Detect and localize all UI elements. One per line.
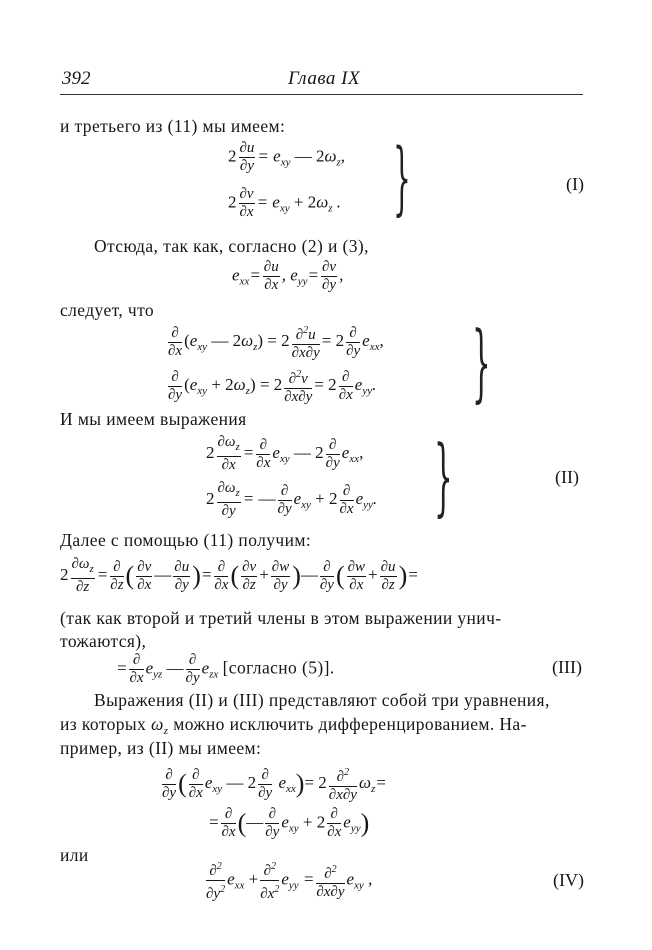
equation-elim-2: = $\frac{\partial}{\partial x}$ (— $\frac{\partial}{\partial y}$ $e_{xy} + 2$ $\frac{\partial}{\partial x}$ $e_{yy}$)	[208, 806, 370, 840]
equation-elim-1: $\frac{\partial}{\partial y}$ ( $\frac{\partial}{\partial x}$ $e_{xy}$ — 2 $\frac{\partial}{\partial y}$ $e_{xx})= 2$ $\frac{\partial^2}{\partial x\partial y}$ $\omega_z=$	[160, 764, 387, 804]
brace-ii: }	[434, 427, 453, 525]
equation-ii-2: 2 $\frac{\partial\omega_z}{\partial y}$ = — $\frac{\partial}{\partial y}$ $e_{xy} + 2$ $\frac{\partial}{\partial x}$ $e_{yy}$.	[206, 480, 378, 519]
tag-iv: (IV)	[553, 870, 584, 890]
paragraph-3: следует, что	[60, 300, 155, 320]
paragraph-5: Далее с помощью (11) получим:	[60, 530, 312, 550]
equation-omega-z: 2 $\frac{\partial\omega_z}{\partial z}$ = $\frac{\partial}{\partial z}$ ( $\frac{\partial v}{\partial x}$ — $\frac{\partial u}{\partial y}$ )= $\frac{\partial}{\partial x}$ ( $\frac{\partial v}{\partial z}$ + $\frac{\partial w}{\partial y}$ )— $\frac{\partial}{\partial y}$ ( $\frac{\partial w}{\partial x}$ + $\frac{\partial u}{\partial z}$ )=	[60, 556, 419, 595]
equation-derived-2: $\frac{\partial}{\partial y}$ $(e_{xy} + 2\omega_z) = 2$ $\frac{\partial^2v}{\partial x\partial y}$ = 2 $\frac{\partial}{\partial x}$ $e_{yy}$.	[166, 366, 376, 406]
paragraph-2: Отсюда, так как, согласно (2) и (3),	[94, 236, 369, 256]
equation-i-2: 2 $\frac{\partial v}{\partial x}$ = $e_{xy} + 2\omega_z$ .	[228, 186, 342, 220]
paragraph-8b: из которых $\omega_z$ можно исключить дифференцированием. На-	[60, 714, 527, 737]
equation-derived-1: $\frac{\partial}{\partial x}$ ($e_{xy}$ — $2\omega_z) = 2$ $\frac{\partial^2u}{\partial x\partial y}$ = 2 $\frac{\partial}{\partial y}$ $e_{xx}$,	[166, 322, 384, 362]
brace-i: }	[393, 131, 411, 224]
paragraph-4: И мы имеем выражения	[60, 409, 247, 429]
equation-ii-1: 2 $\frac{\partial\omega_z}{\partial x}$ = $\frac{\partial}{\partial x}$ $e_{xy}$ — 2 $\frac{\partial}{\partial y}$ $e_{xx}$,	[206, 434, 364, 473]
paragraph-6a: (так как второй и третий члены в этом выражении унич-	[60, 608, 502, 628]
header-rule	[60, 94, 583, 95]
equation-iv: $\frac{\partial^2}{\partial y^2}$ $e_{xx}$ + $\frac{\partial^2}{\partial x^2}$ $e_{yy}$ = $\frac{\partial^2}{\partial x\partial y}$ $e_{xy}$ ,	[204, 858, 372, 903]
tag-iii: (III)	[552, 657, 582, 677]
equation-strains: $e_{xx}=$ $\frac{\partial u}{\partial x}$ , $e_{yy}=$ $\frac{\partial v}{\partial y}$ ,	[232, 259, 344, 293]
chapter-title: Глава IX	[288, 68, 361, 89]
equation-iii: = $\frac{\partial}{\partial x}$ $e_{yz}$ — $\frac{\partial}{\partial y}$ $e_{zx}$ [согласно (5)].	[116, 652, 335, 686]
paragraph-8b-pre: из которых	[60, 714, 147, 734]
tag-i: (I)	[566, 174, 584, 194]
paragraph-8a: Выражения (II) и (III) представляют собой три уравнения,	[94, 690, 550, 710]
page-number: 392	[62, 68, 91, 89]
paragraph-6b: тожаются),	[60, 631, 147, 651]
paragraph-8c: пример, из (II) мы имеем:	[60, 738, 262, 758]
paragraph-9: или	[60, 845, 89, 865]
equation-i-1: 2 $\frac{\partial u}{\partial y}$ = $e_{xy}$ — $2\omega_z$,	[228, 140, 346, 174]
brace-derived: }	[472, 313, 491, 411]
paragraph-1: и третьего из (11) мы имеем:	[60, 116, 286, 136]
tag-ii: (II)	[555, 467, 579, 487]
paragraph-8b-post: можно исключить дифференцированием. На-	[173, 714, 527, 734]
equation-iii-note: [согласно (5)].	[222, 657, 335, 678]
